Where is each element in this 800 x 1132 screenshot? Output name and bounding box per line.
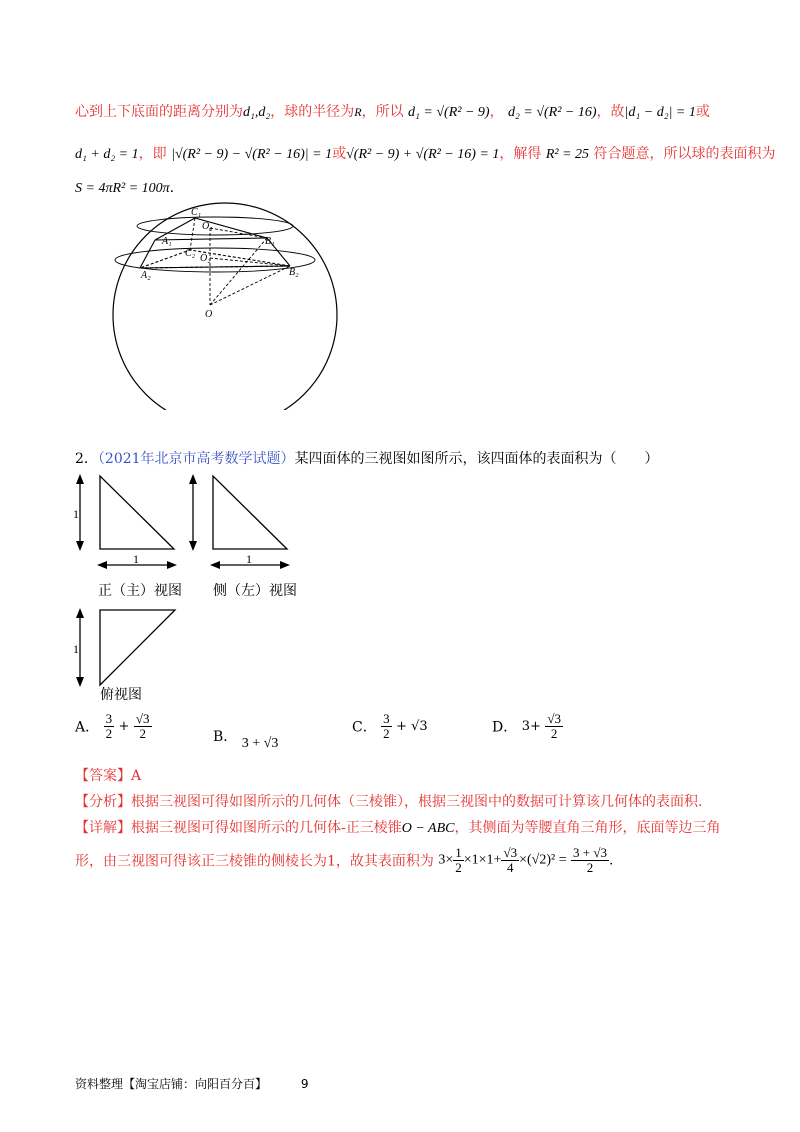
option-b[interactable] bbox=[213, 726, 279, 751]
arrow-right bbox=[167, 561, 177, 569]
option-a[interactable]: A． $\frac{3}{2}$ + $\frac{√3}{2}$ bbox=[75, 711, 150, 741]
front-triangle bbox=[100, 476, 174, 549]
front-view-caption: 正（主）视图 bbox=[98, 583, 182, 599]
solution-text: 或 bbox=[332, 146, 347, 162]
top-view bbox=[65, 605, 185, 695]
label-c2: C₂ bbox=[185, 248, 196, 259]
label-a2: A₂ bbox=[141, 270, 151, 281]
arrow-down bbox=[76, 677, 84, 687]
edge-c1c2 bbox=[190, 218, 195, 250]
label-o: O bbox=[205, 309, 213, 320]
option-a-label: A． bbox=[75, 719, 100, 736]
option-b-expr: 3 + √3 bbox=[241, 736, 279, 751]
upper-section-ellipse bbox=[137, 217, 293, 235]
question-number: 2． bbox=[75, 451, 98, 467]
expr-3x: 3× bbox=[438, 852, 454, 868]
solution-line-3 bbox=[75, 180, 174, 197]
arrow-up bbox=[76, 474, 84, 484]
solution-text: ，所以 bbox=[361, 104, 404, 120]
option-b-label: B． bbox=[213, 729, 238, 745]
arrow-down bbox=[189, 541, 197, 551]
side-view bbox=[178, 470, 298, 565]
solution-line-2 bbox=[75, 143, 776, 163]
sphere-figure bbox=[105, 200, 345, 410]
math-d1-d2: d₁,d₂ bbox=[243, 105, 271, 120]
analysis-tag: 【分析】 bbox=[75, 794, 131, 810]
detail-tag: 【详解】 bbox=[75, 820, 131, 836]
arrow-right bbox=[280, 561, 290, 569]
option-c[interactable] bbox=[352, 712, 428, 741]
frac-num: 3 bbox=[105, 711, 113, 726]
math-o-abc: O − ABC bbox=[401, 821, 455, 836]
label-b2: B₂ bbox=[289, 267, 299, 278]
sphere-outline bbox=[113, 203, 337, 410]
solution-line-1: 心到上下底面的距离分别为d₁,d₂，球的半径为R，所以 d₁ = √(R² − 9)， d₂ = √(R² − 16)，故|d₁ − d₂| = 1或 bbox=[75, 104, 710, 120]
math-surface-area: S = 4πR² = 100π bbox=[75, 181, 170, 196]
period: . bbox=[169, 180, 175, 196]
front-view bbox=[65, 470, 185, 565]
arrow-down bbox=[76, 541, 84, 551]
math-d1-formula: d₁ = √(R² − 9) bbox=[408, 105, 490, 120]
math-d2-formula: d₂ = √(R² − 16) bbox=[508, 105, 597, 120]
label-o1: O₁ bbox=[202, 221, 213, 232]
top-triangle bbox=[100, 610, 175, 685]
side-horizontal-dim bbox=[208, 555, 298, 575]
math-sum: d₁ + d₂ = 1 bbox=[75, 147, 139, 162]
footer bbox=[75, 1075, 308, 1092]
top-view-caption: 俯视图 bbox=[100, 687, 142, 703]
arrow-left bbox=[210, 561, 220, 569]
detail-line-2 bbox=[75, 846, 613, 875]
answer-line bbox=[75, 765, 141, 785]
option-c-label: C． bbox=[352, 719, 377, 736]
dim-label: 1 bbox=[246, 555, 252, 566]
frac-den: 2 bbox=[105, 726, 113, 741]
side-triangle bbox=[213, 476, 287, 549]
footer-text: 资料整理【淘宝店铺：向阳百分百】 bbox=[75, 1077, 268, 1091]
edge-a2b2 bbox=[140, 266, 290, 268]
frac-den: 2 bbox=[139, 726, 146, 741]
detail-line-1 bbox=[75, 817, 720, 837]
analysis-text: 根据三视图可得如图所示的几何体（三棱锥），根据三视图中的数据可计算该几何体的表面积. bbox=[131, 794, 703, 810]
frac-den: 2 bbox=[455, 860, 462, 875]
label-b1: B₁ bbox=[265, 236, 275, 247]
lower-triangle bbox=[140, 250, 290, 268]
arrow-up bbox=[76, 608, 84, 618]
frac-num: 3 bbox=[383, 711, 390, 726]
solution-text: ，解得 bbox=[499, 146, 542, 162]
question-2 bbox=[75, 448, 659, 468]
side-view-caption: 侧（左）视图 bbox=[213, 583, 297, 599]
arrow-left bbox=[97, 561, 107, 569]
expr-mid: ×1×1+ bbox=[463, 852, 502, 868]
solution-text: 或 bbox=[695, 104, 710, 120]
option-d-pre: 3+ bbox=[521, 719, 541, 734]
label-o2: O₂ bbox=[200, 253, 211, 264]
dim-label: 1 bbox=[133, 555, 139, 566]
expr-sq: ×(√2)² = bbox=[519, 852, 567, 868]
solution-text: 符合题意，所以球的表面积为 bbox=[593, 146, 776, 162]
frac-den: 2 bbox=[550, 726, 558, 741]
math-eq2: √(R² − 9) + √(R² − 16) = 1 bbox=[346, 147, 500, 162]
solution-text: 心到上下底面的距离分别为 bbox=[75, 104, 243, 120]
label-c1: C₁ bbox=[191, 207, 202, 218]
option-d[interactable] bbox=[492, 712, 563, 741]
frac-den: 2 bbox=[586, 860, 594, 875]
math-abs-diff: |d₁ − d₂| = 1 bbox=[624, 105, 696, 120]
option-c-rest: + √3 bbox=[396, 719, 428, 734]
detail-text: 根据三视图可得如图所示的几何体-正三棱锥 bbox=[131, 820, 402, 836]
solution-text: ，即 bbox=[138, 146, 167, 162]
frac-den: 2 bbox=[383, 726, 390, 741]
front-horizontal-dim bbox=[95, 555, 185, 575]
period: . bbox=[609, 852, 614, 869]
detail-text: 形，由三视图可得该正三棱锥的侧棱长为1，故其表面积为 bbox=[75, 853, 434, 870]
dim-label: 1 bbox=[73, 642, 79, 656]
detail-text: ，其侧面为等腰直角三角形，底面等边三角 bbox=[454, 820, 721, 836]
frac-num: 3 + √3 bbox=[573, 845, 608, 860]
frac-den: 4 bbox=[507, 860, 514, 875]
solution-text: ，故 bbox=[596, 104, 625, 120]
frac-num: √3 bbox=[547, 711, 561, 726]
solution-text: ，球的半径为 bbox=[270, 104, 355, 120]
analysis-line bbox=[75, 791, 702, 811]
answer-tag: 【答案】 bbox=[75, 768, 131, 784]
dim-label: 1 bbox=[73, 507, 79, 521]
page-number: 9 bbox=[300, 1077, 309, 1091]
math-eq1: |√(R² − 9) − √(R² − 16)| = 1 bbox=[171, 147, 333, 162]
math-R: R bbox=[354, 105, 362, 119]
question-text: 某四面体的三视图如图所示，该四面体的表面积为（ ） bbox=[294, 451, 659, 467]
frac-num: 1 bbox=[455, 845, 462, 860]
math-R-squared: R² = 25 bbox=[545, 147, 590, 162]
frac-num: √3 bbox=[135, 711, 150, 726]
answer-value: A bbox=[131, 768, 142, 784]
option-d-label: D． bbox=[492, 719, 518, 736]
radius-o1b1 bbox=[210, 228, 267, 238]
frac-num: √3 bbox=[503, 845, 518, 860]
label-a1: A₁ bbox=[162, 236, 172, 247]
question-source: （2021年北京市高考数学试题） bbox=[97, 451, 295, 467]
arrow-up bbox=[189, 474, 197, 484]
